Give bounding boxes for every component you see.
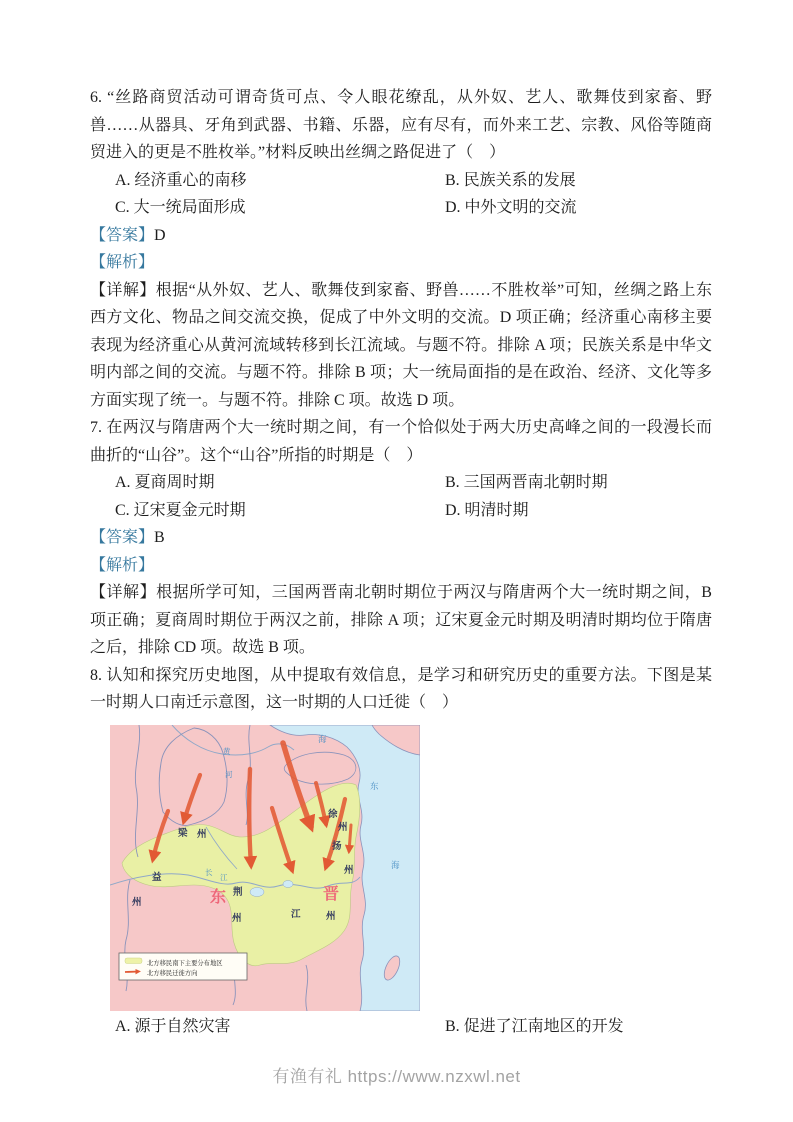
- map-lake: [283, 880, 293, 887]
- question-7-detail-text: 根据所学可知，三国两晋南北朝时期位于两汉与隋唐两个大一统时期之间，B 项正确；夏商周时期位于两汉之前，排除 A 项；辽宋夏金元时期及明清时期均位于隋唐之后，排除 CD 项。故选 B 项。: [90, 584, 712, 656]
- question-7-answer-line: [90, 524, 712, 552]
- map-label-jiangzhou: 江: [291, 909, 301, 920]
- analysis-label: 【解析】: [90, 254, 155, 271]
- question-6: [90, 84, 712, 414]
- question-6-option-a: A. 经济重心的南移: [115, 171, 247, 189]
- question-7-option-c: C. 辽宋夏金元时期: [115, 501, 246, 519]
- map-regime-label-jin: 晋: [323, 885, 340, 903]
- map-label-huanghe: 黄: [223, 746, 231, 756]
- question-6-answer-value: D: [154, 226, 166, 244]
- map-label-xuzhou: 徐: [328, 809, 338, 820]
- question-6-detail: [90, 277, 712, 415]
- question-8-options: [90, 1013, 712, 1041]
- question-7: [90, 414, 712, 662]
- legend-arrow-label: 北方移民迁徙方向: [147, 969, 198, 977]
- question-7-text: 7. 在两汉与隋唐两个大一统时期之间，有一个恰似处于两大历史高峰之间的一段漫长而曲折的“山谷”。这个“山谷”所指的时期是（ ）: [90, 419, 712, 464]
- analysis-label: 【解析】: [90, 556, 155, 574]
- question-6-detail-text: 根据“从外奴、艺人、歌舞伎到家畜、野兽……不胜枚举”可知，丝绸之路上东西方文化、物品之间交流交换，促成了中外文明的交流。D 项正确；经济重心南移主要表现为经济重心从黄河流域转移到长江流域。与题不符。排除 A 项；民族关系是中华文明内部之间的交流。与题不符。排除 B 项；大一统局面指的是在政治、经济、文化等多方面实现了统一。与题不符。排除 C 项。故选 D 项。: [90, 281, 712, 409]
- map-label-jingzhou: 荆: [233, 887, 243, 898]
- watermark-footer: 有渔有礼 https://www.nzxwl.net: [272, 1067, 521, 1086]
- map-label-yangzhou: 州: [344, 865, 354, 876]
- question-6-answer-line: [90, 222, 712, 250]
- question-7-detail: [90, 579, 712, 662]
- migration-arrow: [349, 825, 351, 851]
- question-8: [90, 662, 712, 1041]
- map-label-changjiang: 江: [220, 872, 228, 882]
- question-7-option-b: B. 三国两晋南北朝时期: [445, 474, 608, 491]
- map-label-liangzhou: 梁: [178, 828, 188, 839]
- legend-arrow-icon: [125, 971, 139, 972]
- map-label-huanghe: 河: [225, 769, 233, 779]
- question-6-analysis-line: [90, 249, 712, 277]
- question-7-option-d: D. 明清时期: [445, 501, 529, 519]
- question-8-option-b: B. 促进了江南地区的开发: [445, 1017, 624, 1035]
- map-label-sea-north: 海: [318, 733, 327, 744]
- question-7-option-a: A. 夏商周时期: [115, 474, 215, 491]
- map-legend: [119, 953, 247, 980]
- map-label-yizhou: 州: [132, 897, 142, 908]
- migration-map-svg: [110, 725, 420, 1011]
- map-label-xuzhou: 州: [338, 822, 348, 833]
- legend-area-swatch: [125, 958, 142, 964]
- migration-map: [110, 725, 420, 1011]
- question-6-text: 6. “丝路商贸活动可谓奇货可点、令人眼花缭乱，从外奴、艺人、歌舞伎到家畜、野兽……从器具、牙角到武器、书籍、乐器，应有尽有，而外来工艺、宗教、风俗等随商贸进入的更是不胜枚举。”材料反映出丝绸之路促进了（ ）: [90, 89, 712, 161]
- question-7-answer-value: B: [154, 529, 165, 546]
- answer-label: 【答案】: [90, 226, 155, 244]
- map-label-jingzhou: 州: [232, 913, 242, 924]
- question-6-option-d: D. 中外文明的交流: [445, 199, 577, 216]
- question-6-option-c: C. 大一统局面形成: [115, 199, 246, 216]
- question-6-option-b: B. 民族关系的发展: [445, 171, 576, 189]
- question-8-option-a: A. 源于自然灾害: [115, 1017, 231, 1035]
- map-label-yizhou: 益: [152, 872, 162, 883]
- question-6-options: [90, 167, 712, 222]
- map-label-yangzhou: 扬: [332, 841, 342, 852]
- question-7-analysis-line: [90, 552, 712, 580]
- detail-label: 【详解】: [90, 281, 156, 299]
- map-lake: [250, 887, 264, 896]
- exam-content: [90, 84, 712, 1040]
- legend-area-label: 北方移民南下主要分布地区: [147, 959, 223, 967]
- detail-label: 【详解】: [90, 584, 157, 601]
- map-regime-label-dong: 东: [210, 888, 227, 906]
- question-7-options: [90, 469, 712, 524]
- map-label-jiangzhou: 州: [326, 911, 336, 922]
- question-8-text: 8. 认知和探究历史地图，从中提取有效信息，是学习和研究历史的重要方法。下图是某一时期人口南迁示意图，这一时期的人口迁徙（ ）: [90, 666, 712, 711]
- map-label-liangzhou: 州: [197, 829, 207, 840]
- map-label-east-sea: 海: [391, 859, 400, 870]
- map-label-changjiang: 长: [205, 867, 213, 877]
- answer-label: 【答案】: [90, 529, 155, 546]
- migration-arrow: [249, 769, 251, 865]
- map-label-east-sea: 东: [370, 780, 379, 791]
